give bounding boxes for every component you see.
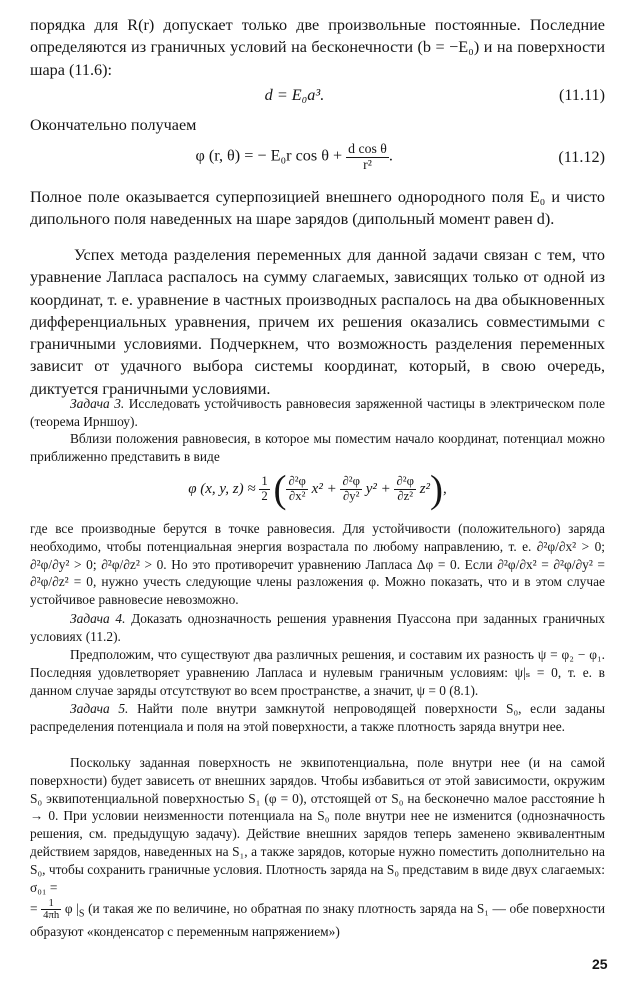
task-3-text: Исследовать устойчивость равновесия заряженной частицы в электрическом поле (теорема Ирншоу). <box>30 396 605 429</box>
term-y-numerator: ∂²φ <box>342 474 360 489</box>
task-5 <box>30 700 605 736</box>
density-numerator: 1 <box>48 897 54 909</box>
density-equals: = <box>30 900 42 916</box>
task-4 <box>30 610 605 646</box>
density-continuation: (и такая же по величине, но обратная по знаку плотность заряда на S₁ — обе поверхности образуют «конденсатор с переменным напряжением») <box>30 900 605 940</box>
task-3 <box>30 395 605 431</box>
equation-11-12-number: (11.12) <box>558 147 605 166</box>
term-z-fraction <box>394 475 415 503</box>
density-fraction <box>41 898 61 922</box>
term-x-variable: x² + <box>307 480 341 497</box>
paragraph-finally: Окончательно получаем <box>30 116 197 134</box>
equation-taylor-expansion <box>30 466 605 512</box>
fraction-numerator: d cos θ <box>348 141 387 157</box>
equation-11-11 <box>30 84 605 106</box>
term-x-fraction <box>286 475 307 503</box>
equation-11-12-end: . <box>388 146 393 165</box>
paragraph-near-equilibrium: Вблизи положения равновесия, в которое мы поместим начало координат, потенциал можно приближенно представить в виде <box>30 431 605 464</box>
fraction-denominator: r² <box>346 157 389 172</box>
term-y-denominator: ∂y² <box>340 489 361 503</box>
paragraph-stability: где все производные берутся в точке равновесия. Для устойчивости (положительного) заряда необходимо, чтобы потенциальная энергия возрастала по любому направлению, т. е. ∂²φ/∂x² > 0; ∂²φ/∂y² > 0; ∂²φ/∂z² > 0. Но это противоречит уравнению Лапласа Δφ = 0. Если ∂²φ/∂x² = ∂²φ/∂y² = ∂²φ/∂z² = 0, нужно учесть следующие члены разложения φ. Можно показать, что и в этом случае устойчивое равновесие невозможно. <box>30 521 605 608</box>
task-4-label: Задача 4. <box>70 611 126 626</box>
half-denominator: 2 <box>261 488 268 503</box>
left-paren: ( <box>273 467 287 511</box>
term-z-numerator: ∂²φ <box>396 474 414 489</box>
paragraph-boundary-conditions: порядка для R(r) допускает только две произвольные постоянные. Последние определяются из граничных условий на бесконечности (b = −E₀) и на поверхности шара (11.6): <box>30 16 605 79</box>
paragraph-separation-success: Успех метода разделения переменных для данной задачи связан с тем, что уравнение Лапласа распалось на сумму слагаемых, зависящих только от одной из координат, т. е. уравнение в частных производных распалось на два обыкновенных дифференциальных уравнения, причем их решения оказались совместимыми с граничными условиями. Подчеркнем, что возможность разделения переменных зависит от удачного выбора системы координат, который, в свою очередь, диктуется граничными условиями. <box>30 246 605 398</box>
paragraph-surface-solution: Поскольку заданная поверхность не эквипотенциальна, поле внутри нее (и на самой поверхности) будет зависеть от внешних зарядов. Чтобы избавиться от этой зависимости, окружим S₀ эквипотенциальной поверхностью S₁ (φ = 0), отстоящей от S₀ на бесконечно малое расстояние h → 0. При условии неизменности потенциала на S₀ поле внутри нее не изменится (однозначность решения, см. предыдущую задачу). Действие внешних зарядов теперь заменено эквивалентным действием зарядов, наведенных на S₁, а также зарядов, которые нужно поместить дополнительно на S₀, чтобы сохранить граничные условия. Плотность заряда на S₀ представим в виде двух слагаемых: σ₀₁ = <box>30 755 605 895</box>
term-z-variable: z² <box>415 480 431 497</box>
density-denominator: 4πh <box>43 909 60 922</box>
term-y-variable: y² + <box>361 480 395 497</box>
task-4-text: Доказать однозначность решения уравнения Пуассона при заданных граничных условиях (11.2). <box>30 611 605 644</box>
paragraph-total-field: Полное поле оказывается суперпозицией внешнего однородного поля E₀ и чисто дипольного поля наведенных на шаре зарядов (дипольный момент равен d). <box>30 188 605 229</box>
density-subscript: S <box>78 908 85 920</box>
equation-11-11-body: d = E₀a³. <box>264 86 325 104</box>
equation-11-12 <box>30 137 605 177</box>
equation-11-12-lhs: φ (r, θ) = − E₀r cos θ + <box>195 146 347 165</box>
page-number: 25 <box>592 956 608 972</box>
equation-taylor-half <box>259 475 269 503</box>
equation-taylor-lhs: φ (x, y, z) ≈ <box>188 480 260 497</box>
term-y-fraction <box>340 475 361 503</box>
half-numerator: 1 <box>261 474 268 489</box>
equation-11-11-number: (11.11) <box>558 86 605 104</box>
paragraph-uniqueness-proof: Предположим, что существуют два различных решения, и составим их разность ψ = φ₂ − φ₁. Последняя удовлетворяет уравнению Лапласа и нулевым граничным условиям: ψ|ₛ = 0, т. е. в данном случае заряды отсутствуют во всем пространстве, а значит, ψ = 0 (8.1). <box>30 647 605 698</box>
density-phi: φ | <box>61 900 79 916</box>
equation-11-12-body <box>30 142 558 172</box>
term-x-numerator: ∂²φ <box>288 474 306 489</box>
equation-taylor-body <box>30 467 605 511</box>
equation-taylor-tail: , <box>443 480 447 497</box>
task-5-label: Задача 5. <box>70 701 129 716</box>
equation-11-12-fraction <box>346 142 389 172</box>
task-5-text: Найти поле внутри замкнутой непроводящей поверхности S₀, если заданы распределения потенциала и поля на этой поверхности, а также плотность заряда внутри нее. <box>30 701 605 734</box>
term-x-denominator: ∂x² <box>286 489 307 503</box>
task-3-label: Задача 3. <box>70 396 125 411</box>
paragraph-charge-density <box>30 898 605 941</box>
term-z-denominator: ∂z² <box>394 489 415 503</box>
right-paren: ) <box>430 467 444 511</box>
